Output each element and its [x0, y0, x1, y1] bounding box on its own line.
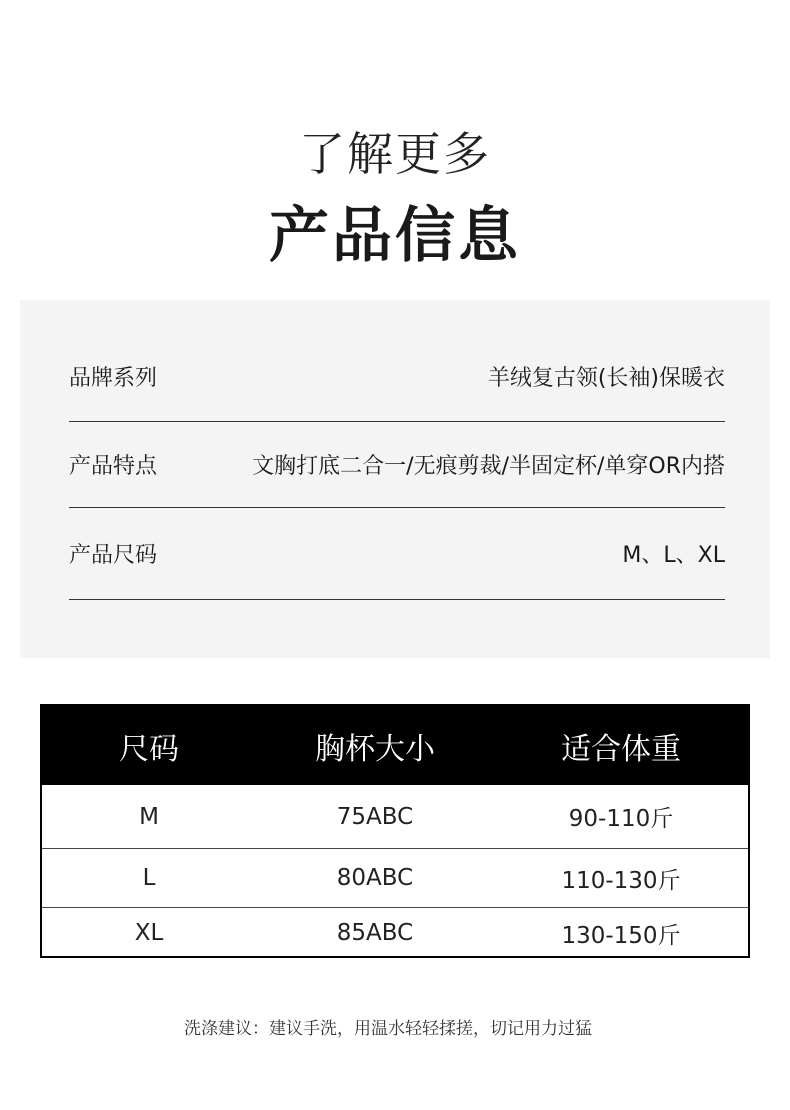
- info-row-sizes: [69, 508, 725, 600]
- table-header-cup: 胸杯大小: [315, 731, 435, 767]
- table-header-weight: 适合体重: [561, 731, 681, 767]
- info-row-features: [69, 422, 725, 508]
- size-table: [40, 704, 750, 958]
- table-row: [42, 785, 748, 848]
- table-cell-cup: 75ABC: [336, 803, 414, 830]
- table-cell-cup: 85ABC: [336, 920, 414, 946]
- table-cell-weight: 90-110斤: [568, 806, 674, 832]
- info-value: M、L、XL: [622, 543, 725, 568]
- table-cell-cup: 80ABC: [336, 865, 414, 891]
- table-row: [42, 848, 748, 907]
- page-title: 产品信息: [269, 201, 521, 271]
- table-cell-size: L: [142, 865, 156, 891]
- table-header-size: 尺码: [119, 731, 179, 767]
- info-row-brand: [69, 340, 725, 422]
- info-label: 产品尺码: [69, 543, 158, 568]
- table-cell-weight: 110-130斤: [561, 867, 681, 894]
- info-value: 文胸打底二合一/无痕剪裁/半固定杯/单穿OR内搭: [252, 454, 725, 479]
- info-label: 产品特点: [69, 454, 158, 479]
- table-cell-weight: 130-150斤: [561, 922, 681, 949]
- wash-instructions: 洗涤建议：建议手洗，用温水轻轻揉搓，切记用力过猛: [184, 1019, 592, 1039]
- product-info-panel: [20, 300, 770, 658]
- table-cell-size: XL: [134, 920, 164, 946]
- info-label: 品牌系列: [69, 366, 158, 391]
- info-value: 羊绒复古领(长袖)保暖衣: [487, 366, 725, 391]
- table-cell-size: M: [139, 803, 159, 830]
- table-row: [42, 907, 748, 958]
- table-header-row: [42, 706, 748, 785]
- page-subtitle: 了解更多: [299, 127, 491, 181]
